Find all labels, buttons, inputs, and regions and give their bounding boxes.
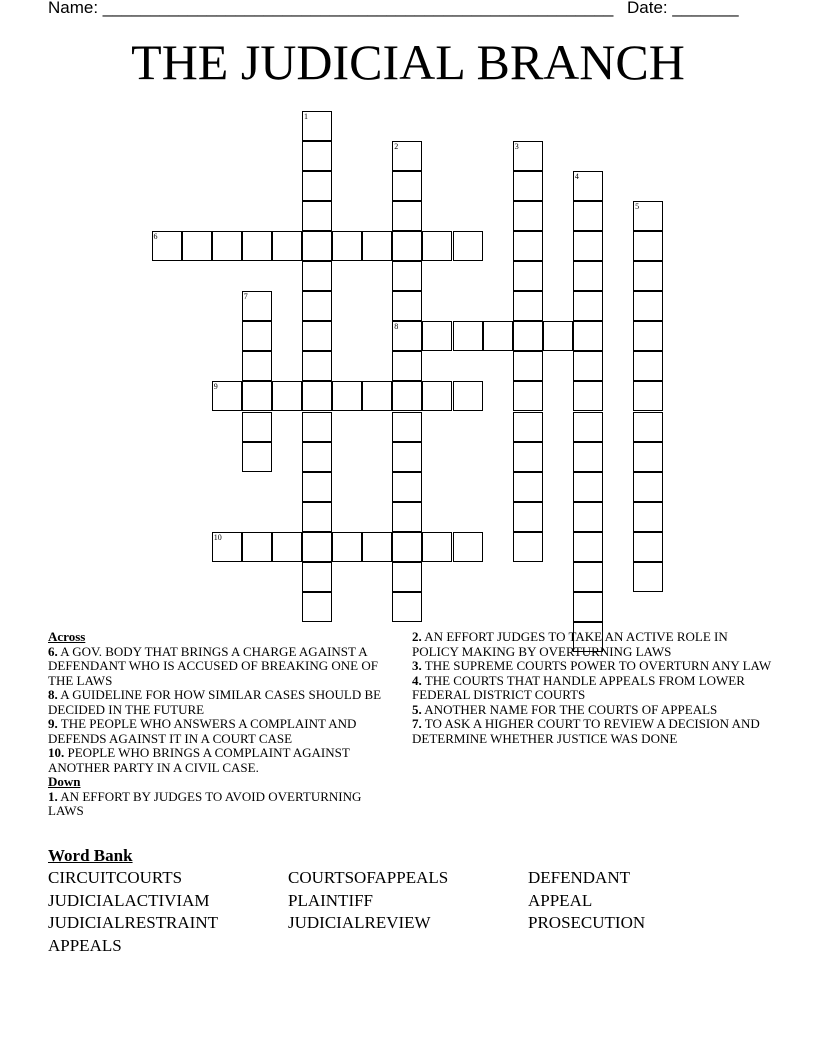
- clue-across-6: [48, 645, 393, 689]
- crossword-cell[interactable]: [242, 231, 272, 261]
- crossword-cell[interactable]: [392, 261, 422, 291]
- crossword-cell[interactable]: [392, 442, 422, 472]
- crossword-cell[interactable]: [633, 472, 663, 502]
- clues-left-column: [48, 630, 393, 819]
- crossword-cell[interactable]: [633, 201, 663, 231]
- crossword-cell[interactable]: [302, 592, 332, 622]
- crossword-cell[interactable]: [302, 321, 332, 351]
- clue-number-label: 3: [514, 141, 519, 151]
- down-heading: Down: [48, 774, 81, 789]
- crossword-cell[interactable]: [513, 412, 543, 442]
- crossword-cell[interactable]: [483, 321, 513, 351]
- clue-number-label: 9: [213, 382, 218, 392]
- crossword-cell[interactable]: [152, 231, 182, 261]
- crossword-cell[interactable]: [513, 502, 543, 532]
- clue-text: A GUIDELINE FOR HOW SIMILAR CASES SHOULD BE DECIDED IN THE FUTURE: [48, 687, 382, 717]
- clue-text: THE SUPREME COURTS POWER TO OVERTURN ANY LAW: [424, 658, 772, 673]
- crossword-cell[interactable]: [513, 261, 543, 291]
- crossword-cell[interactable]: [392, 141, 422, 171]
- crossword-cell[interactable]: [242, 351, 272, 381]
- clue-number: 10.: [48, 745, 65, 760]
- crossword-cell[interactable]: [573, 412, 603, 442]
- word-bank-word: CIRCUITCOURTS: [48, 868, 183, 887]
- crossword-cell[interactable]: [513, 442, 543, 472]
- clue-down-2: [412, 630, 774, 659]
- word-bank-word: JUDICIALRESTRAINT: [48, 913, 218, 932]
- crossword-cell[interactable]: [513, 201, 543, 231]
- crossword-cell[interactable]: [573, 562, 603, 592]
- crossword-cell[interactable]: [392, 532, 422, 562]
- clue-number: 2.: [412, 629, 422, 644]
- word-bank-word: JUDICIALACTIVIAM: [48, 891, 210, 910]
- crossword-cell[interactable]: [573, 261, 603, 291]
- word-bank-title: Word Bank: [48, 846, 133, 865]
- crossword-cell[interactable]: [332, 231, 362, 261]
- clue-text: PEOPLE WHO BRINGS A COMPLAINT AGAINST ANOTHER PARTY IN A CIVIL CASE.: [48, 745, 350, 775]
- crossword-cell[interactable]: [573, 381, 603, 411]
- clue-number: 3.: [412, 658, 422, 673]
- crossword-cell[interactable]: [392, 592, 422, 622]
- crossword-cell[interactable]: [392, 502, 422, 532]
- crossword-cell[interactable]: [362, 532, 392, 562]
- clue-text: THE PEOPLE WHO ANSWERS A COMPLAINT AND DEFENDS AGAINST IT IN A COURT CASE: [48, 716, 357, 746]
- crossword-cell[interactable]: [242, 442, 272, 472]
- crossword-cell[interactable]: [513, 321, 543, 351]
- clue-number-label: 1: [304, 111, 308, 121]
- crossword-cell[interactable]: [513, 381, 543, 411]
- crossword-cell[interactable]: [242, 381, 272, 411]
- crossword-cell[interactable]: [332, 381, 362, 411]
- crossword-cell[interactable]: [513, 171, 543, 201]
- crossword-cell[interactable]: [272, 381, 302, 411]
- crossword-cell[interactable]: [573, 351, 603, 381]
- crossword-cell[interactable]: [573, 201, 603, 231]
- clue-text: A GOV. BODY THAT BRINGS A CHARGE AGAINST A DEFENDANT WHO IS ACCUSED OF BREAKING ONE OF THE LAWS: [48, 643, 378, 688]
- crossword-cell[interactable]: [422, 231, 452, 261]
- crossword-cell[interactable]: [362, 381, 392, 411]
- crossword-cell[interactable]: [573, 231, 603, 261]
- crossword-cell[interactable]: [302, 201, 332, 231]
- crossword-cell[interactable]: [453, 231, 483, 261]
- clue-number-label: 5: [635, 201, 640, 211]
- crossword-cell[interactable]: [573, 442, 603, 472]
- crossword-cell[interactable]: [422, 532, 452, 562]
- word-bank-word: DEFENDANT: [528, 868, 630, 887]
- crossword-cell[interactable]: [392, 291, 422, 321]
- date-field-label: Date: _______: [627, 0, 739, 17]
- crossword-cell[interactable]: [302, 351, 332, 381]
- crossword-cell[interactable]: [573, 592, 603, 622]
- clue-number: 8.: [48, 687, 58, 702]
- crossword-cell[interactable]: [633, 231, 663, 261]
- crossword-cell[interactable]: [272, 231, 302, 261]
- crossword-cell[interactable]: [573, 472, 603, 502]
- crossword-cell[interactable]: [362, 231, 392, 261]
- clue-text: AN EFFORT BY JUDGES TO AVOID OVERTURNING LAWS: [48, 788, 362, 818]
- clue-down-1: [48, 790, 393, 819]
- name-field-label: Name: ______________________________________________________: [48, 0, 614, 17]
- crossword-cell[interactable]: [392, 171, 422, 201]
- crossword-cell[interactable]: [392, 412, 422, 442]
- crossword-cell[interactable]: [302, 141, 332, 171]
- crossword-cell[interactable]: [633, 502, 663, 532]
- clue-text: ANOTHER NAME FOR THE COURTS OF APPEALS: [424, 701, 718, 717]
- crossword-cell[interactable]: [212, 532, 242, 562]
- clue-across-9: [48, 717, 393, 746]
- crossword-cell[interactable]: [633, 261, 663, 291]
- clue-number-label: 8: [394, 322, 399, 332]
- crossword-cell[interactable]: [392, 351, 422, 381]
- crossword-cell[interactable]: [242, 291, 272, 321]
- clue-down-7: [412, 717, 774, 746]
- clue-number-label: 6: [153, 231, 158, 241]
- crossword-cell[interactable]: [633, 562, 663, 592]
- clue-text: TO ASK A HIGHER COURT TO REVIEW A DECISION AND DETERMINE WHETHER JUSTICE WAS DONE: [412, 716, 760, 746]
- clue-number: 4.: [412, 672, 422, 688]
- crossword-cell[interactable]: [302, 472, 332, 502]
- crossword-cell[interactable]: [633, 291, 663, 321]
- clue-across-10: [48, 746, 393, 775]
- crossword-cell[interactable]: [453, 381, 483, 411]
- crossword-cell[interactable]: [302, 381, 332, 411]
- crossword-cell[interactable]: [392, 201, 422, 231]
- crossword-cell[interactable]: [422, 381, 452, 411]
- crossword-cell[interactable]: [422, 321, 452, 351]
- crossword-cell[interactable]: [543, 321, 573, 351]
- crossword-cell[interactable]: [242, 532, 272, 562]
- word-bank-word: COURTSOFAPPEALS: [288, 868, 449, 887]
- crossword-cell[interactable]: [633, 381, 663, 411]
- crossword-cell[interactable]: [392, 231, 422, 261]
- crossword-cell[interactable]: [633, 532, 663, 562]
- clue-number-label: 10: [213, 532, 222, 542]
- clue-number-label: 4: [574, 171, 579, 181]
- crossword-cell[interactable]: [212, 231, 242, 261]
- crossword-cell[interactable]: [302, 261, 332, 291]
- crossword-cell[interactable]: [302, 532, 332, 562]
- page-title: THE JUDICIAL BRANCH: [131, 34, 685, 90]
- crossword-cell[interactable]: [633, 351, 663, 381]
- crossword-cell[interactable]: [633, 321, 663, 351]
- word-bank-word: APPEAL: [528, 891, 593, 910]
- crossword-cell[interactable]: [302, 412, 332, 442]
- crossword-cell[interactable]: [392, 381, 422, 411]
- crossword-cell[interactable]: [302, 111, 332, 141]
- crossword-cell[interactable]: [332, 532, 362, 562]
- crossword-cell[interactable]: [302, 562, 332, 592]
- clue-text: THE COURTS THAT HANDLE APPEALS FROM LOWER FEDERAL DISTRICT COURTS: [412, 672, 745, 702]
- crossword-cell[interactable]: [573, 171, 603, 201]
- crossword-cell[interactable]: [573, 532, 603, 562]
- clue-number: 5.: [412, 701, 422, 717]
- clue-number-label: 2: [394, 141, 399, 151]
- crossword-cell[interactable]: [392, 321, 422, 351]
- clue-text: AN EFFORT JUDGES TO TAKE AN ACTIVE ROLE IN POLICY MAKING BY OVERTURNING LAWS: [412, 629, 728, 659]
- crossword-cell[interactable]: [513, 351, 543, 381]
- crossword-cell[interactable]: [302, 502, 332, 532]
- crossword-cell[interactable]: [302, 442, 332, 472]
- clue-number: 6.: [48, 643, 58, 659]
- clue-number-label: 7: [243, 292, 248, 302]
- crossword-cell[interactable]: [242, 321, 272, 351]
- crossword-cell[interactable]: [513, 141, 543, 171]
- word-bank-word: APPEALS: [48, 936, 122, 955]
- clue-number: 1.: [48, 788, 58, 804]
- crossword-cell[interactable]: [633, 412, 663, 442]
- crossword-cell[interactable]: [182, 231, 212, 261]
- crossword-cell[interactable]: [302, 231, 332, 261]
- across-heading: Across: [48, 629, 86, 644]
- crossword-cell[interactable]: [212, 381, 242, 411]
- crossword-cell[interactable]: [573, 291, 603, 321]
- crossword-cell[interactable]: [242, 412, 272, 442]
- crossword-cell[interactable]: [392, 562, 422, 592]
- crossword-cell[interactable]: [302, 171, 332, 201]
- crossword-cell[interactable]: [302, 291, 332, 321]
- crossword-cell[interactable]: [573, 321, 603, 351]
- crossword-cell[interactable]: [513, 231, 543, 261]
- clue-number: 9.: [48, 716, 58, 731]
- clue-down-4: [412, 674, 774, 703]
- crossword-cell[interactable]: [453, 321, 483, 351]
- word-bank-word: JUDICIALREVIEW: [288, 913, 431, 932]
- crossword-cell[interactable]: [392, 472, 422, 502]
- word-bank-word: PLAINTIFF: [288, 891, 374, 910]
- clues-right-column: [412, 630, 774, 746]
- clue-down-5: [412, 703, 774, 718]
- clue-down-3: [412, 659, 774, 674]
- word-bank-word: PROSECUTION: [528, 913, 646, 932]
- crossword-cell[interactable]: [272, 532, 302, 562]
- crossword-cell[interactable]: [513, 472, 543, 502]
- crossword-cell[interactable]: [513, 532, 543, 562]
- crossword-cell[interactable]: [453, 532, 483, 562]
- crossword-cell[interactable]: [573, 502, 603, 532]
- clue-across-8: [48, 688, 393, 717]
- crossword-cell[interactable]: [633, 442, 663, 472]
- crossword-cell[interactable]: [513, 291, 543, 321]
- clue-number: 7.: [412, 716, 422, 731]
